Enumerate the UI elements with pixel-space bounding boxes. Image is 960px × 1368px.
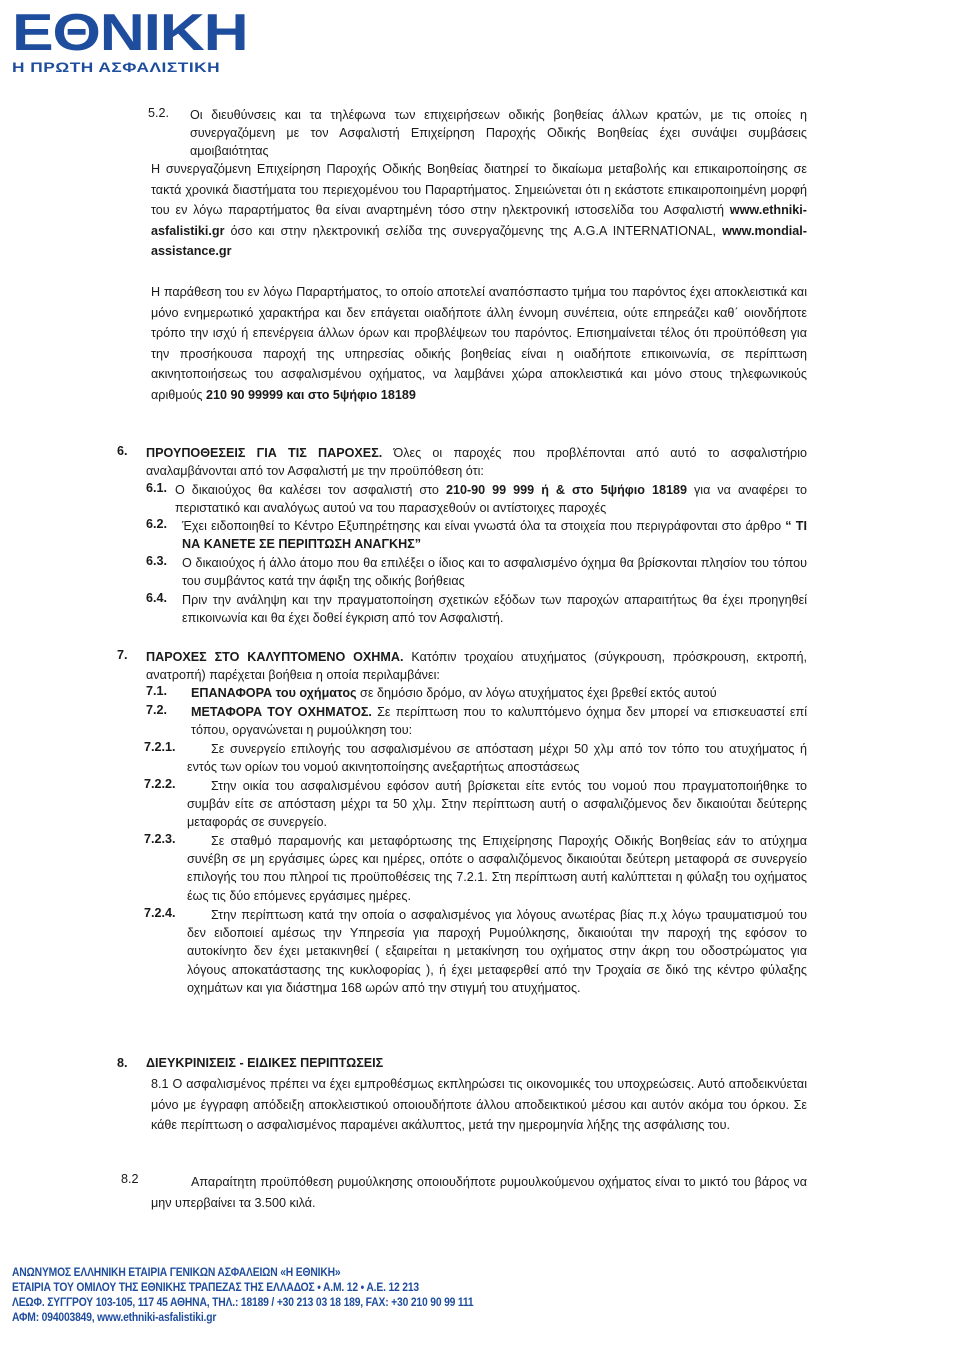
section-7-number: 7. bbox=[117, 648, 128, 662]
section-5-2-number: 5.2. bbox=[148, 106, 170, 120]
section-7-heading: ΠΑΡΟΧΕΣ ΣΤΟ ΚΑΛΥΠΤΟΜΕΝΟ ΟΧΗΜΑ. bbox=[146, 650, 404, 664]
item-7-2-3-number: 7.2.3. bbox=[144, 832, 176, 846]
item-6-1-number: 6.1. bbox=[146, 481, 168, 495]
section-6-intro bbox=[146, 444, 807, 480]
item-7-2-3: Σε σταθμό παραμονής και μεταφόρτωσης της Επιχείρησης Παροχής Οδικής Βοηθείας εάν το ατύχημα συνέβη σε μη εργάσιμες ώρες και ημέρες, οπότε ο ασφαλιζόμενος δικαιούται δεύτερη μεταφορά σε συνεργείο επιλογής του που πληροί τις προϋποθέσεις της 7.2.1. Στη περίπτωση αυτή καλύπτεται η φύλαξη του οχήματος έως τις δύο επόμενες εργάσιμες ημέρες. bbox=[187, 834, 807, 903]
section-8-heading: ΔΙΕΥΚΡΙΝΙΣΕΙΣ - ΕΙΔΙΚΕΣ ΠΕΡΙΠΤΩΣΕΙΣ bbox=[146, 1056, 384, 1070]
item-7-2-2: Στην οικία του ασφαλισμένου εφόσον αυτή βρίσκεται είτε εντός του νομού που πραγματοποιήθηκε το συμβάν είτε σε απόσταση μέχρι τα 50 χλμ. Στην περίπτωση αυτή ο ασφαλιζόμενος δεν δικαιούται δεύτερης μεταφοράς σε συνεργείο. bbox=[187, 779, 807, 830]
item-7-1-heading: ΕΠΑΝΑΦΟΡΑ του οχήματος bbox=[191, 686, 357, 700]
section-7-intro-text: Κατόπιν τροχαίου ατυχήματος (σύγκρουση, πρόσκρουση, εκτροπή, ανατροπή) παρέχεται βοήθεια η οποία περιλαμβάνει: bbox=[146, 650, 807, 683]
item-8-2-number: 8.2 bbox=[121, 1172, 139, 1186]
section-5-2-p2-text: Η παράθεση του εν λόγω Παραρτήματος, το οποίο αποτελεί αναπόσπαστο τμήμα του παρόντος έχει αποκλειστικά και μόνο ενημερωτικό χαρακτήρα και δεν επάγεται οιαδήποτε άλλη έννομη συνέπεια, ούτε επηρεάζει καθ΄ οιονδήποτε τρόπο την ισχύ ή επενέργεια άλλων όρων και προβλέψεων του παρόντος. Επισημαίνεται τέλος ότι προϋπόθεση για την προσήκουσα παροχή της υπηρεσίας οδικής βοηθείας είναι η οιαδήποτε επικοινωνία, σε περίπτωση ακινητοποιήσεως του ασφαλισμένου οχήματος, να λαμβάνει χώρα αποκλειστικά και μόνο στους τηλεφωνικούς αριθμούς bbox=[151, 285, 807, 402]
item-7-2-2-number: 7.2.2. bbox=[144, 777, 176, 791]
item-6-1-text: Ο δικαιούχος θα καλέσει τον ασφαλιστή στο bbox=[175, 483, 446, 497]
item-7-1-number: 7.1. bbox=[146, 684, 168, 698]
item-6-1-phone: 210-90 99 999 ή & στο 5ψήφιο 18189 bbox=[445, 483, 687, 497]
item-6-3: Ο δικαιούχος ή άλλο άτομο που θα επιλέξει ο ίδιος και το ασφαλισμένο όχημα θα βρίσκονται πλησίον του τόπου του συμβάντος κατά την άφιξη της οδικής βοήθειας bbox=[182, 556, 807, 589]
section-5-2-p1-text-2: όσο και στην ηλεκτρονική σελίδα της συνεργαζόμενης της A.G.A INTERNATIONAL, bbox=[224, 223, 723, 238]
item-7-2-heading: ΜΕΤΑΦΟΡΑ ΤΟΥ ΟΧΗΜΑΤΟΣ. bbox=[191, 705, 372, 719]
item-7-1-text: σε δημόσιο δρόμο, αν λόγω ατυχήματος έχει βρεθεί εκτός αυτού bbox=[356, 686, 717, 700]
logo-tagline: Η ΠΡΩΤΗ ΑΣΦΑΛΙΣΤΙΚΗ bbox=[12, 60, 221, 75]
company-logo bbox=[12, 4, 248, 75]
item-7-2-1-number: 7.2.1. bbox=[144, 740, 176, 754]
section-6-heading: ΠΡΟΥΠΟΘΕΣΕΙΣ ΓΙΑ ΤΙΣ ΠΑΡΟΧΕΣ. bbox=[146, 446, 383, 460]
partner-website-link[interactable]: www.mondial-assistance.gr bbox=[151, 223, 807, 259]
item-6-2-article-ref: “ ΤΙ ΝΑ ΚΑΝΕΤΕ ΣΕ ΠΕΡΙΠΤΩΣΗ ΑΝΑΓΚΗΣ” bbox=[182, 519, 807, 552]
section-5-2-p1-text: Η συνεργαζόμενη Επιχείρηση Παροχής Οδικής Βοηθείας διατηρεί το δικαίωμα μεταβολής και επικαιροποίησης σε τακτά χρονικά διαστήματα του περιεχομένου του Παραρτήματος. Σημειώνεται ότι η εκάστοτε επικαιροποιημένη μορφή του εν λόγω παραρτήματος θα είναι αναρτημένη τόσο στην ηλεκτρονική ιστοσελίδα του Ασφαλιστή bbox=[151, 162, 807, 218]
section-5-2-paragraph-2 bbox=[151, 282, 807, 406]
section-6-number: 6. bbox=[117, 444, 128, 458]
footer-address: ΛΕΩΦ. ΣΥΓΓΡΟΥ 103-105, 117 45 ΑΘΗΝΑ, ΤΗΛ.: 18189 / +30 213 03 18 189, FAX: +30 210 90 99 111 bbox=[12, 1295, 474, 1309]
item-6-1-text-2: για να αναφέρει το περιστατικό και αναλόγως αυτού να του παρασχεθούν οι αντίστοιχες παροχές bbox=[175, 483, 807, 516]
item-6-4: Πριν την ανάληψη και την πραγματοποίηση σχετικών εξόδων των παροχών απαραιτήτως θα έχει προηγηθεί επικοινωνία και θα έχει δοθεί έγκριση από τον Ασφαλιστή. bbox=[182, 593, 807, 626]
section-5-2-title-text: Οι διευθύνσεις και τα τηλέφωνα των επιχειρήσεων οδικής βοηθείας άλλων κρατών, με τις οποίες η συνεργαζόμενη με τον Ασφαλιστή Επιχείρηση Παροχής Οδικής Βοηθείας έχει συνάψει συμβάσεις αμοιβαιότητας bbox=[190, 108, 807, 159]
item-7-1 bbox=[191, 684, 807, 702]
footer-tax-website: ΑΦΜ: 094003849, www.ethniki-asfalistiki.gr bbox=[12, 1310, 217, 1324]
item-6-3-number: 6.3. bbox=[146, 554, 168, 568]
item-7-2-4: Στην περίπτωση κατά την οποία ο ασφαλισμένος για λόγους ανωτέρας βίας π.χ λόγω τραυματισμού του δεν ειδοποιεί αμέσως την Υπηρεσία για παροχή Ρυμούλκησης, δικαιούται την παροχή της εφόσον το αυτοκίνητο δεν έχει μετακινηθεί ( εξαιρείται η μετακίνηση του οχήματος στην άκρη του οδοστρώματος για λόγους αποκατάστασης της κυκλοφορίας ), ή έχει μεταφερθεί από την Τροχαία σε δικό της κέντρο φύλαξης οχημάτων και για διάστημα 168 ωρών από την στιγμή του ατυχήματος. bbox=[187, 908, 807, 995]
item-6-2-number: 6.2. bbox=[146, 517, 168, 531]
section-8-paragraph-1: 8.1 Ο ασφαλισμένος πρέπει να έχει εμπροθέσμως εκπληρώσει τις οικονομικές του υποχρεώσεις. Αυτό αποδεικνύεται μόνο με έγγραφη απόδειξη αποκλειστικού οποιουδήποτε άλλου αποδεικτικού μέσου και αυτόν ακόμα του όρκου. Σε κάθε περίπτωση ο ασφαλισμένος παραμένει ακάλυπτος, μετά την ημερομηνία λήξης της ασφάλισης του. bbox=[151, 1077, 807, 1133]
item-7-2-number: 7.2. bbox=[146, 703, 168, 717]
insurer-website-link[interactable]: www.ethniki-asfalistiki.gr bbox=[151, 203, 807, 238]
page-footer bbox=[12, 1265, 549, 1325]
item-6-4-number: 6.4. bbox=[146, 591, 168, 605]
item-7-2-4-number: 7.2.4. bbox=[144, 906, 176, 920]
section-5-2-paragraph-1 bbox=[151, 159, 807, 262]
section-5-2-phone-numbers: 210 90 99999 και στο 5ψήφιο 18189 bbox=[205, 387, 416, 402]
item-6-2 bbox=[182, 517, 807, 553]
item-8-2: Απαραίτητη προϋπόθεση ρυμούλκησης οποιουδήποτε ρυμουλκούμενου οχήματος είναι το μικτό του βάρος να μην υπερβαίνει τα 3.500 κιλά. bbox=[151, 1175, 807, 1210]
section-7-intro bbox=[146, 648, 807, 684]
item-7-2 bbox=[191, 703, 807, 739]
section-6-intro-text: Όλες οι παροχές που προβλέπονται από αυτό το ασφαλιστήριο αναλαμβάνονται από τον Ασφαλιστή με την προϋπόθεση ότι: bbox=[146, 446, 807, 479]
item-6-1 bbox=[175, 481, 807, 517]
footer-company-name: ΑΝΩΝΥΜΟΣ ΕΛΛΗΝΙΚΗ ΕΤΑΙΡΙΑ ΓΕΝΙΚΩΝ ΑΣΦΑΛΕΙΩΝ «Η ΕΘΝΙΚΗ» bbox=[12, 1265, 341, 1279]
item-6-2-text: Έχει ειδοποιηθεί το Κέντρο Εξυπηρέτησης και είναι γνωστά όλα τα στοιχεία που περιγράφονται στο άρθρο bbox=[182, 519, 786, 533]
item-7-2-text: Σε περίπτωση που το καλυπτόμενο όχημα δεν μπορεί να επισκευαστεί επί τόπου, οργανώνεται η ρυμούλκηση του: bbox=[191, 705, 807, 738]
section-8-number: 8. bbox=[117, 1056, 128, 1070]
logo-name: ΕΘΝΙΚΗ bbox=[12, 4, 248, 62]
footer-group-info: ΕΤΑΙΡΙΑ ΤΟΥ ΟΜΙΛΟΥ ΤΗΣ ΕΘΝΙΚΗΣ ΤΡΑΠΕΖΑΣ ΤΗΣ ΕΛΛΑΔΟΣ • Α.Μ. 12 • Α.Ε. 12 213 bbox=[12, 1280, 419, 1294]
section-5-2-title bbox=[190, 106, 807, 161]
item-7-2-1: Σε συνεργείο επιλογής του ασφαλισμένου σε απόσταση μέχρι 50 χλμ από τον τόπο του ατυχήματος ή εντός των ορίων του νομού ακινητοποίησης ανεξαρτήτως αποστάσεως bbox=[187, 742, 807, 775]
